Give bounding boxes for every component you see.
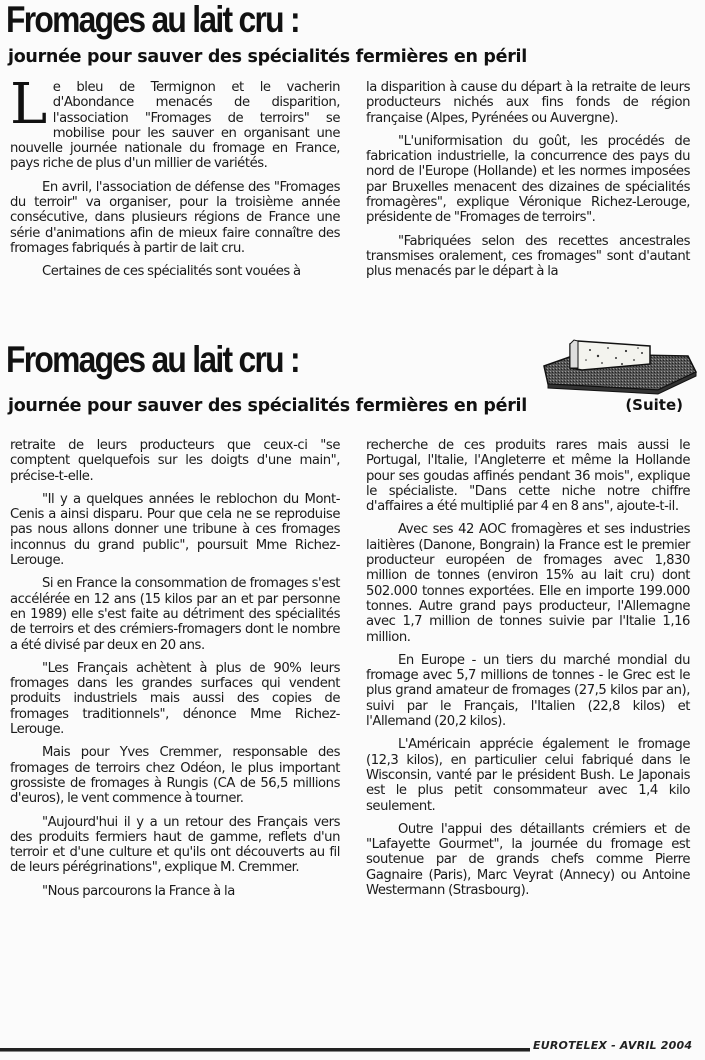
- paragraph: "L'uniformisation du goût, les procédés de fabrication industrielle, la concurrence des pays du nord de l'Europe (Hollande) et les normes imposées par Bruxelles menacent des dizaines de spécialités fromagères", explique Véronique Richez-Lerouge, présidente de "Fromages de terroirs".: [366, 133, 690, 226]
- paragraph: Si en France la consommation de fromages s'est accélérée en 12 ans (15 kilos par an et par personne en 1989) elle s'est faite au détriment des spécialités de terroirs et des crémiers-fromagers dont le nombre a été divisé par deux en 20 ans.: [10, 576, 340, 653]
- paragraph: "Aujourd'hui il y a un retour des Français vers des produits fermiers haut de gamme, reflets d'un terroir et d'une culture et qu'ils ont découverts au fil de leurs pérégrinations", explique M. Cremmer.: [10, 814, 340, 876]
- drop-cap: L: [10, 72, 47, 137]
- paragraph: Certaines de ces spécialités sont vouées à: [42, 264, 301, 280]
- cheese-on-board-icon: [538, 338, 698, 396]
- article1-right-column: [366, 80, 690, 288]
- publication-credit: EUROTELEX - AVRIL 2004: [533, 1039, 693, 1052]
- paragraph: "Fabriquées selon des recettes ancestrales transmises oralement, ces fromages" sont d'autant plus menacés par le départ à la: [366, 233, 690, 280]
- paragraph: recherche de ces produits rares mais aussi le Portugal, l'Italie, l'Angleterre et même la Hollande pour ses goudas affinés pendant 36 mois", explique le spécialiste. "Dans cette niche notre chiffre d'affaires a été multiplié par 4 en 8 ans", ajoute-t-il.: [366, 438, 690, 515]
- paragraph: En avril, l'association de défense des "Fromages du terroir" va organiser, pour la troisième année consécutive, dans plusieurs régions de France une série d'animations afin de mieux faire connaître des fromages fabriqués à partir de lait cru.: [10, 179, 340, 256]
- paragraph: En Europe - un tiers du marché mondial du fromage avec 5,7 millions de tonnes - le Grec est le plus grand amateur de fromages (27,5 kilos par an), suivi par le Français, l'Italien (22,8 kilos) et l'Allemand (20,2 kilos).: [366, 652, 690, 730]
- paragraph: Avec ses 42 AOC fromagères et ses industries laitières (Danone, Bongrain) la France est le premier producteur européen de fromages avec 1,830 million de tonnes (environ 15% au lait cru) dont 502.000 tonnes exportées. Elle en importe 199.000 tonnes. Autre grand pays producteur, l'Allemagne avec 1,7 million de tonnes suivie par l'Italie 1,16 million.: [366, 522, 690, 645]
- paragraph: "Nous parcourons la France à la: [42, 883, 235, 899]
- paragraph: Mais pour Yves Cremmer, responsable des fromages de terroirs chez Odéon, le plus important grossiste de fromages à Rungis (CA de 56,5 millions d'euros), le vent commence à tourner.: [10, 745, 340, 807]
- paragraph: la disparition à cause du départ à la retraite de leurs producteurs nichés aux fins fonds de région française (Alpes, Pyrénées ou Auvergne).: [366, 80, 690, 126]
- paragraph: retraite de leurs producteurs que ceux-ci "se comptent quelquefois sur les doigts d'une main", précise-t-elle.: [10, 438, 340, 484]
- article2-subtitle: journée pour sauver des spécialités fermières en péril: [8, 396, 527, 416]
- footer-rule-thin: [0, 1051, 530, 1052]
- paragraph: "Les Français achètent à plus de 90% leurs fromages dans les grandes surfaces qui vendent produits industriels mais aussi des copies de fromages traditionnels", dénonce Mme Richez-Lerouge.: [10, 660, 340, 738]
- paragraph: Le bleu de Termignon et le vacherin d'Abondance menacés de disparition, l'association "Fromages de terroirs" se mobilise pour les sauver en organisant une nouvelle journée nationale du fromage en France, pays riche de plus d'un millier de variétés.: [10, 72, 340, 172]
- article2-left-column: [10, 438, 340, 907]
- suite-label: (Suite): [625, 396, 683, 414]
- article2-right-column: [366, 438, 690, 906]
- paragraph: "Il y a quelques années le reblochon du Mont-Cenis a ainsi disparu. Pour que cela ne se reproduise pas nous allons donner une tribune à ces fromages inconnus du grand public", poursuit Mme Richez-Lerouge.: [10, 491, 340, 569]
- paragraph: Outre l'appui des détaillants crémiers et de "Lafayette Gourmet", la journée du fromage est soutenue par de grands chefs comme Pierre Gagnaire (Paris), Marc Veyrat (Annecy) ou Antoine Westermann (Strasbourg).: [366, 821, 690, 899]
- article1-subtitle: journée pour sauver des spécialités fermières en péril: [8, 47, 527, 67]
- paragraph: L'Américain apprécie également le fromage (12,3 kilos), en particulier celui fabriqué dans le Wisconsin, vanté par le président Bush. Le Japonais est le plus petit consommateur avec 1,4 kilo seulement.: [366, 737, 690, 814]
- article1-left-column: [10, 72, 340, 288]
- article2-title: Fromages au lait cru :: [6, 339, 299, 380]
- article1-title: Fromages au lait cru :: [6, 0, 299, 40]
